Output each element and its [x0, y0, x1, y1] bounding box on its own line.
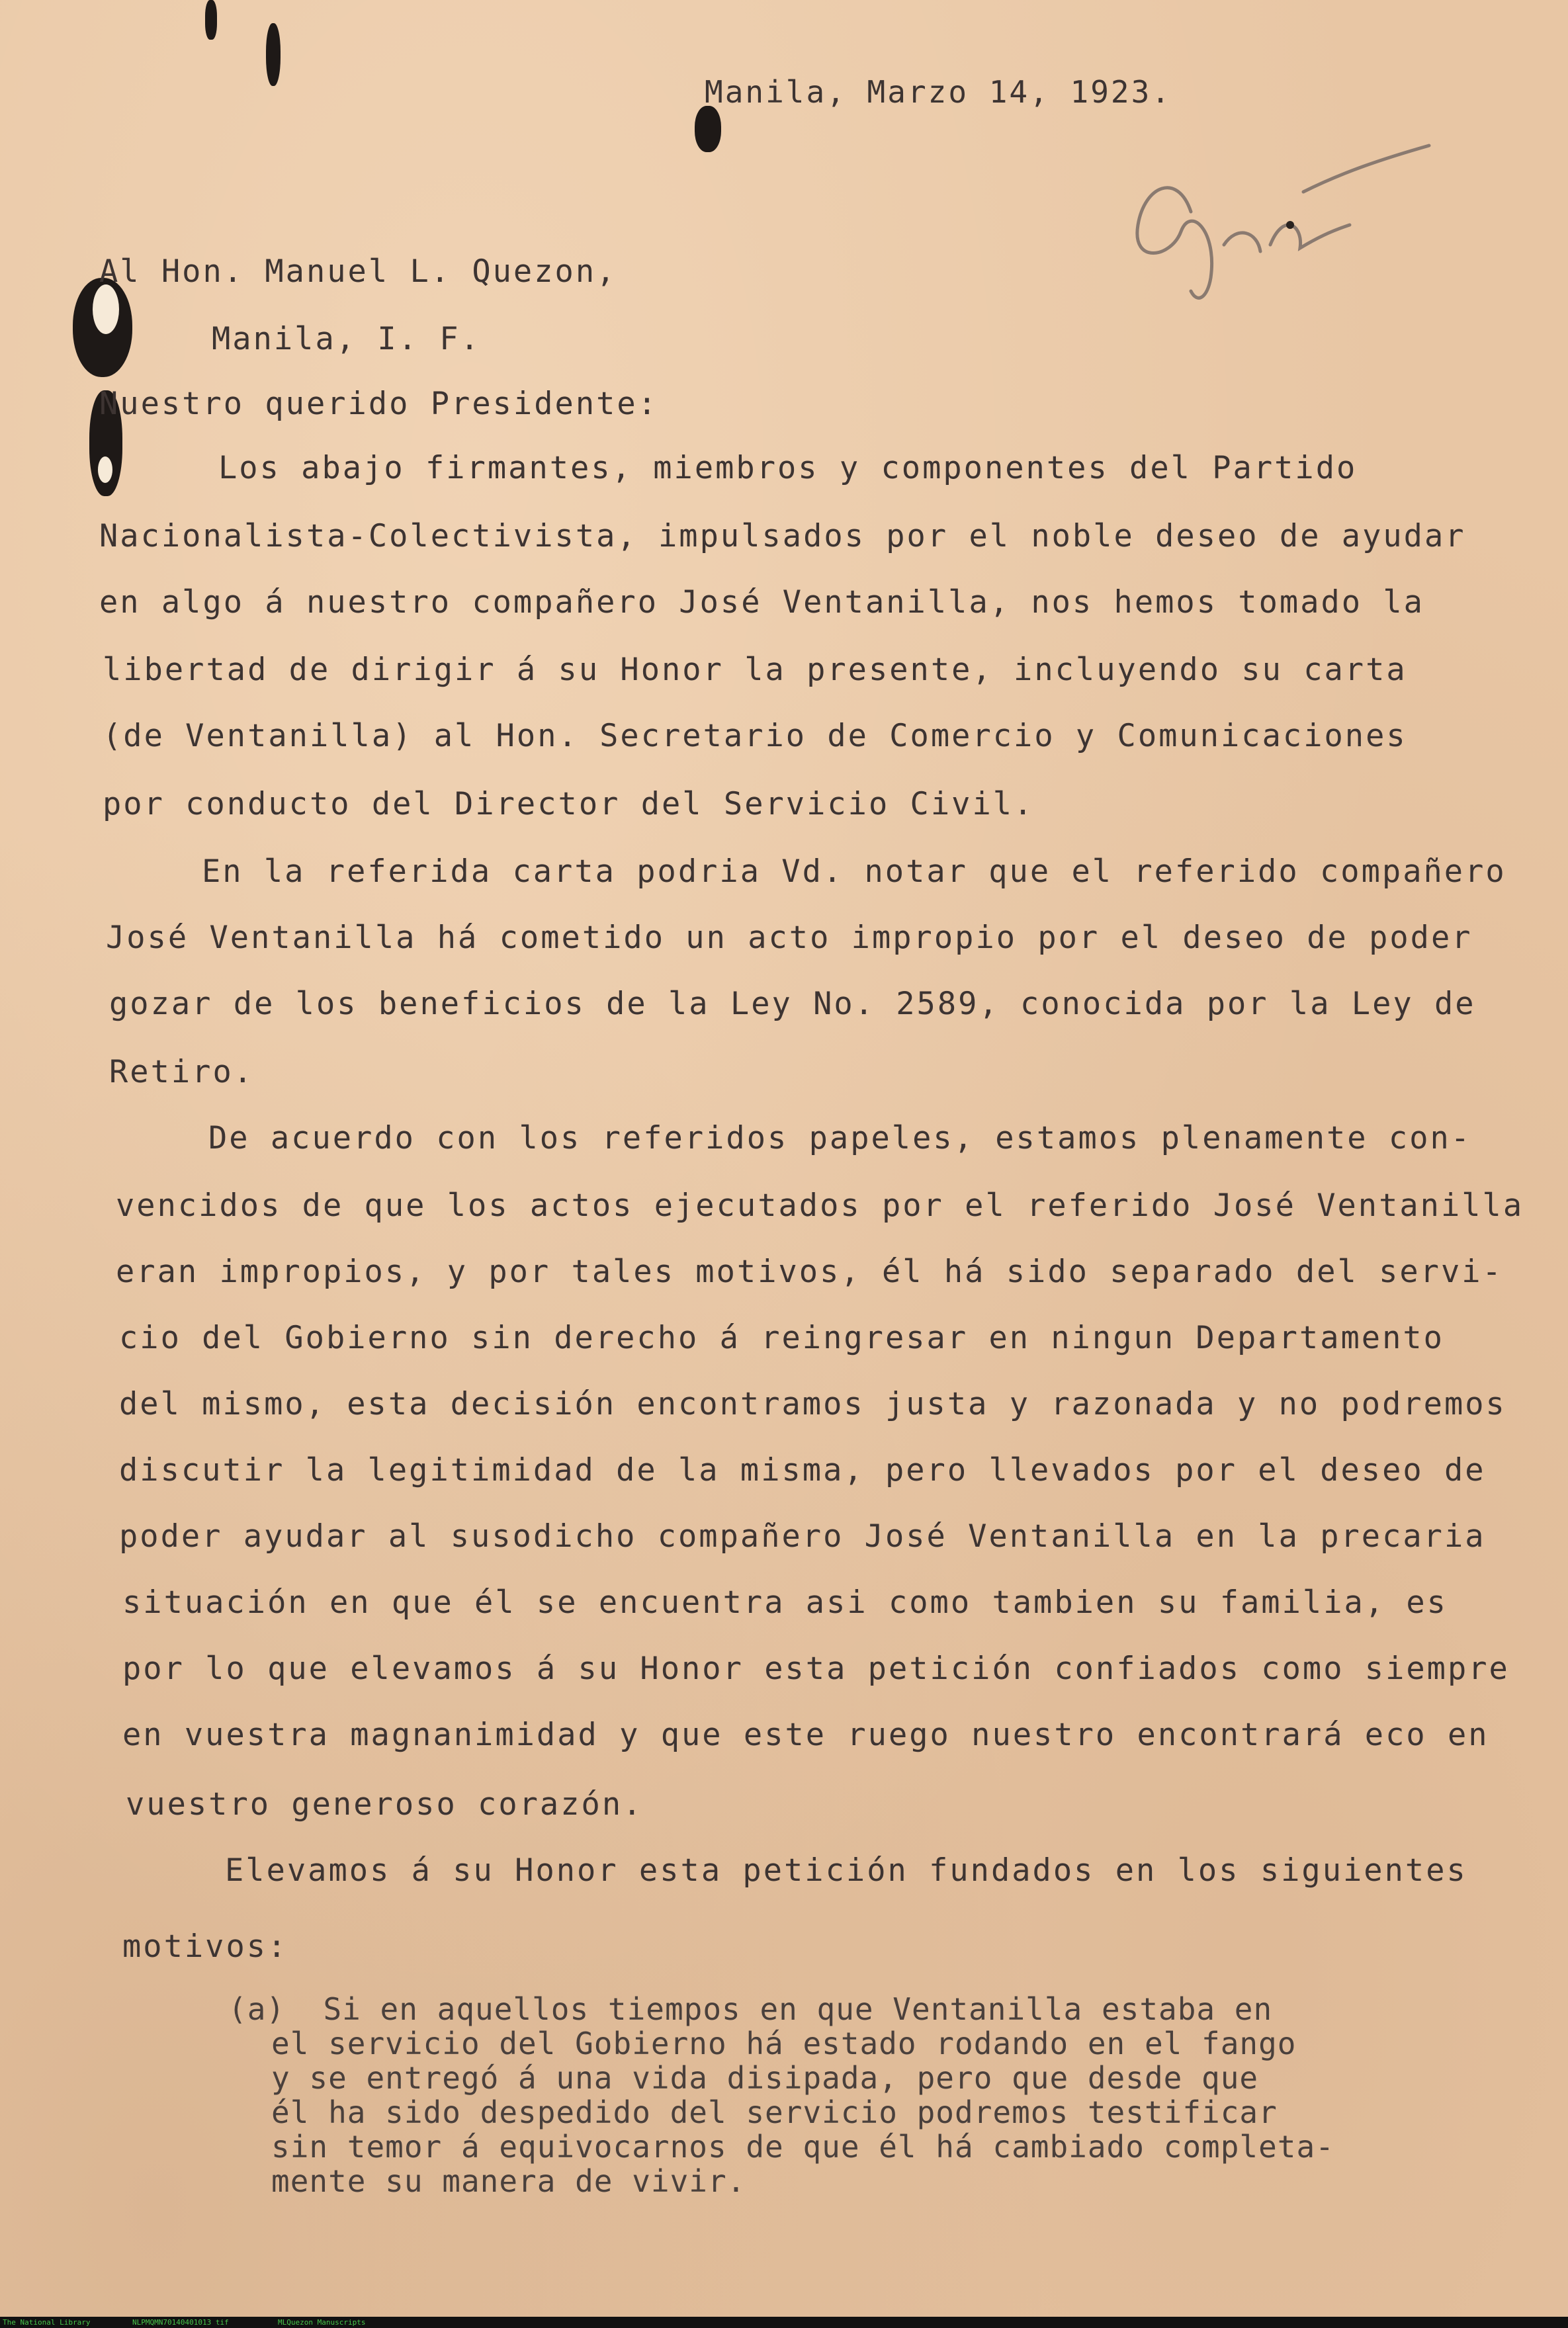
body-line: De acuerdo con los referidos papeles, estamos plenamente con- — [208, 1120, 1472, 1156]
handwritten-annotation — [1118, 132, 1436, 331]
footer-collection: MLQuezon Manuscripts — [278, 2318, 366, 2327]
body-line: José Ventanilla há cometido un acto impropio por el deseo de poder — [106, 920, 1473, 956]
footer-file: NLPMQMN70140401013 tif — [132, 2318, 229, 2327]
footer-library: The National Library — [3, 2318, 91, 2327]
body-line: En la referida carta podria Vd. notar que el referido compañero — [202, 853, 1506, 890]
ink-blot — [93, 284, 119, 334]
dateline: Manila, Marzo 14, 1923. — [705, 74, 1172, 110]
body-line: vuestro generoso corazón. — [126, 1786, 644, 1823]
list-item-line: (a) Si en aquellos tiempos en que Ventanilla estaba en — [228, 1991, 1273, 2027]
list-item-line: él ha sido despedido del servicio podremos testificar — [271, 2094, 1278, 2130]
body-line: Retiro. — [109, 1054, 255, 1090]
body-line: Elevamos á su Honor esta petición fundados en los siguientes — [225, 1852, 1467, 1889]
body-line: Nacionalista-Colectivista, impulsados por el noble deseo de ayudar — [99, 518, 1466, 554]
ink-blot — [266, 23, 281, 86]
body-line: poder ayudar al susodicho compañero José Ventanilla en la precaria — [119, 1518, 1486, 1555]
body-line: del mismo, esta decisión encontramos justa y razonada y no podremos — [119, 1386, 1506, 1422]
body-line: por lo que elevamos á su Honor esta petición confiados como siempre — [122, 1651, 1510, 1687]
list-item-line: mente su manera de vivir. — [271, 2163, 746, 2199]
body-line: cio del Gobierno sin derecho á reingresar en ningun Departamento — [119, 1320, 1444, 1356]
addressee: Al Hon. Manuel L. Quezon, — [99, 253, 617, 290]
body-line: en vuestra magnanimidad y que este ruego nuestro encontrará eco en — [122, 1717, 1489, 1753]
list-item-line: y se entregó á una vida disipada, pero que desde que — [271, 2060, 1259, 2096]
scan-footer-bar — [0, 2317, 1568, 2328]
body-line: situación en que él se encuentra asi como tambien su familia, es — [122, 1584, 1448, 1621]
address: Manila, I. F. — [212, 321, 481, 357]
body-line: motivos: — [122, 1928, 288, 1965]
body-line: discutir la legitimidad de la misma, pero llevados por el deseo de — [119, 1452, 1486, 1488]
ink-blot — [695, 106, 721, 152]
body-line: por conducto del Director del Servicio Civil. — [103, 786, 1035, 822]
body-line: Los abajo firmantes, miembros y componentes del Partido — [218, 450, 1358, 486]
body-line: libertad de dirigir á su Honor la presente, incluyendo su carta — [103, 652, 1407, 688]
ink-blot — [205, 0, 217, 40]
body-line: vencidos de que los actos ejecutados por el referido José Ventanilla — [116, 1187, 1524, 1224]
body-line: eran impropios, y por tales motivos, él há sido separado del servi- — [116, 1254, 1503, 1290]
ink-blot — [98, 456, 112, 483]
list-item-line: sin temor á equivocarnos de que él há cambiado completa- — [271, 2129, 1334, 2165]
body-line: (de Ventanilla) al Hon. Secretario de Comercio y Comunicaciones — [103, 718, 1407, 754]
body-line: en algo á nuestro compañero José Ventanilla, nos hemos tomado la — [99, 584, 1424, 621]
body-line: gozar de los beneficios de la Ley No. 2589, conocida por la Ley de — [109, 986, 1476, 1022]
salutation: Nuestro querido Presidente: — [99, 386, 659, 422]
list-item-line: el servicio del Gobierno há estado rodando en el fango — [271, 2026, 1297, 2061]
